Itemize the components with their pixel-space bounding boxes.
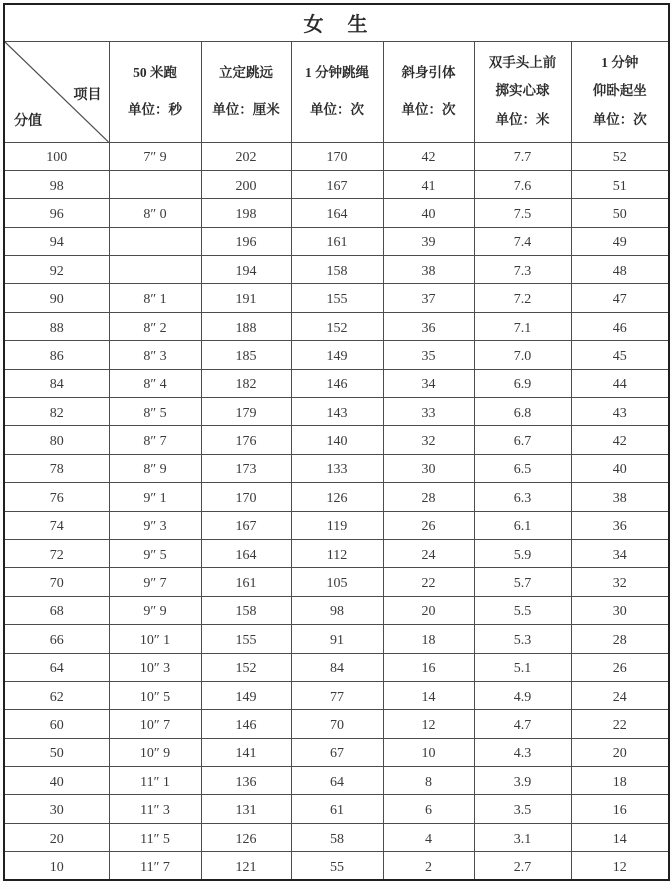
value-cell: 55 xyxy=(291,852,383,880)
table-row xyxy=(4,738,669,766)
value-cell: 6.1 xyxy=(474,511,571,539)
value-cell: 170 xyxy=(291,142,383,170)
corner-label-score: 分值 xyxy=(14,113,42,129)
value-cell: 10″ 3 xyxy=(109,653,201,681)
column-header-50m-run xyxy=(109,41,201,142)
value-cell: 12 xyxy=(571,852,669,880)
score-cell: 90 xyxy=(4,284,109,312)
score-cell: 66 xyxy=(4,625,109,653)
value-cell: 70 xyxy=(291,710,383,738)
value-cell: 52 xyxy=(571,142,669,170)
value-cell: 10″ 1 xyxy=(109,625,201,653)
title-row xyxy=(4,4,669,41)
value-cell: 2 xyxy=(383,852,474,880)
score-cell: 96 xyxy=(4,199,109,227)
column-header-1min-rope-skipping xyxy=(291,41,383,142)
score-cell: 68 xyxy=(4,596,109,624)
value-cell: 11″ 5 xyxy=(109,823,201,851)
column-header-line: 1 分钟 xyxy=(601,55,639,71)
value-cell: 84 xyxy=(291,653,383,681)
score-cell: 78 xyxy=(4,454,109,482)
girls-fitness-score-table xyxy=(3,3,670,881)
column-header-lines xyxy=(202,43,291,140)
value-cell xyxy=(109,227,201,255)
value-cell: 185 xyxy=(201,341,291,369)
table-row xyxy=(4,312,669,340)
table-row xyxy=(4,681,669,709)
value-cell: 141 xyxy=(201,738,291,766)
value-cell: 9″ 3 xyxy=(109,511,201,539)
value-cell: 11″ 1 xyxy=(109,767,201,795)
value-cell: 158 xyxy=(201,596,291,624)
value-cell: 152 xyxy=(201,653,291,681)
value-cell: 126 xyxy=(201,823,291,851)
table-row xyxy=(4,539,669,567)
value-cell: 8″ 2 xyxy=(109,312,201,340)
column-header-line: 单位：次 xyxy=(401,102,456,118)
score-cell: 84 xyxy=(4,369,109,397)
value-cell: 41 xyxy=(383,170,474,198)
value-cell: 4.9 xyxy=(474,681,571,709)
value-cell: 9″ 9 xyxy=(109,596,201,624)
value-cell: 6.9 xyxy=(474,369,571,397)
score-cell: 92 xyxy=(4,256,109,284)
value-cell: 34 xyxy=(383,369,474,397)
column-header-line: 斜身引体 xyxy=(401,64,456,80)
value-cell: 126 xyxy=(291,483,383,511)
value-cell: 58 xyxy=(291,823,383,851)
column-header-line: 仰卧起坐 xyxy=(592,83,647,99)
score-cell: 60 xyxy=(4,710,109,738)
value-cell: 16 xyxy=(571,795,669,823)
value-cell: 7.3 xyxy=(474,256,571,284)
value-cell: 164 xyxy=(291,199,383,227)
column-header-1min-sit-up xyxy=(571,41,669,142)
value-cell: 131 xyxy=(201,795,291,823)
value-cell: 8″ 5 xyxy=(109,398,201,426)
value-cell: 3.5 xyxy=(474,795,571,823)
value-cell: 14 xyxy=(571,823,669,851)
value-cell: 28 xyxy=(571,625,669,653)
score-cell: 72 xyxy=(4,539,109,567)
score-cell: 20 xyxy=(4,823,109,851)
value-cell: 30 xyxy=(571,596,669,624)
value-cell: 8″ 1 xyxy=(109,284,201,312)
column-header-line: 立定跳远 xyxy=(219,64,273,80)
score-cell: 100 xyxy=(4,142,109,170)
value-cell: 36 xyxy=(571,511,669,539)
value-cell: 5.1 xyxy=(474,653,571,681)
value-cell: 45 xyxy=(571,341,669,369)
table-row xyxy=(4,454,669,482)
value-cell: 149 xyxy=(201,681,291,709)
value-cell: 43 xyxy=(571,398,669,426)
column-header-line: 单位：次 xyxy=(592,111,647,127)
value-cell: 161 xyxy=(201,568,291,596)
value-cell: 22 xyxy=(383,568,474,596)
value-cell: 46 xyxy=(571,312,669,340)
score-cell: 98 xyxy=(4,170,109,198)
value-cell: 18 xyxy=(571,767,669,795)
value-cell: 6.5 xyxy=(474,454,571,482)
value-cell: 198 xyxy=(201,199,291,227)
value-cell: 158 xyxy=(291,256,383,284)
table-row xyxy=(4,653,669,681)
value-cell: 7.7 xyxy=(474,142,571,170)
column-header-lines xyxy=(110,43,201,140)
value-cell: 7.5 xyxy=(474,199,571,227)
value-cell: 173 xyxy=(201,454,291,482)
table-row xyxy=(4,170,669,198)
column-header-inclined-pull-up xyxy=(383,41,474,142)
score-cell: 86 xyxy=(4,341,109,369)
value-cell: 36 xyxy=(383,312,474,340)
value-cell: 18 xyxy=(383,625,474,653)
value-cell: 8 xyxy=(383,767,474,795)
table-row xyxy=(4,511,669,539)
value-cell: 40 xyxy=(383,199,474,227)
column-header-line: 1 分钟跳绳 xyxy=(304,64,370,80)
value-cell: 6.8 xyxy=(474,398,571,426)
value-cell: 61 xyxy=(291,795,383,823)
value-cell: 8″ 0 xyxy=(109,199,201,227)
value-cell: 38 xyxy=(383,256,474,284)
value-cell: 196 xyxy=(201,227,291,255)
value-cell: 4 xyxy=(383,823,474,851)
value-cell: 30 xyxy=(383,454,474,482)
value-cell: 143 xyxy=(291,398,383,426)
value-cell: 7.1 xyxy=(474,312,571,340)
value-cell: 152 xyxy=(291,312,383,340)
score-cell: 10 xyxy=(4,852,109,880)
value-cell: 42 xyxy=(571,426,669,454)
value-cell: 9″ 1 xyxy=(109,483,201,511)
value-cell: 191 xyxy=(201,284,291,312)
table-row xyxy=(4,767,669,795)
value-cell: 20 xyxy=(571,738,669,766)
table-row xyxy=(4,369,669,397)
value-cell: 3.1 xyxy=(474,823,571,851)
table-row xyxy=(4,284,669,312)
column-header-lines xyxy=(292,43,383,140)
value-cell: 10″ 7 xyxy=(109,710,201,738)
score-cell: 30 xyxy=(4,795,109,823)
value-cell: 47 xyxy=(571,284,669,312)
value-cell: 38 xyxy=(571,483,669,511)
value-cell: 33 xyxy=(383,398,474,426)
score-cell: 94 xyxy=(4,227,109,255)
value-cell xyxy=(109,256,201,284)
value-cell: 6.3 xyxy=(474,483,571,511)
value-cell: 40 xyxy=(571,454,669,482)
value-cell: 5.9 xyxy=(474,539,571,567)
column-header-lines xyxy=(384,43,474,140)
value-cell: 51 xyxy=(571,170,669,198)
value-cell: 12 xyxy=(383,710,474,738)
column-header-standing-long-jump xyxy=(201,41,291,142)
value-cell: 133 xyxy=(291,454,383,482)
table-row xyxy=(4,227,669,255)
value-cell: 170 xyxy=(201,483,291,511)
value-cell: 14 xyxy=(383,681,474,709)
value-cell: 16 xyxy=(383,653,474,681)
column-header-line: 单位：厘米 xyxy=(212,102,280,118)
score-cell: 70 xyxy=(4,568,109,596)
value-cell: 121 xyxy=(201,852,291,880)
value-cell: 2.7 xyxy=(474,852,571,880)
value-cell: 24 xyxy=(383,539,474,567)
value-cell: 119 xyxy=(291,511,383,539)
column-header-line: 双手头上前 xyxy=(488,55,557,71)
value-cell: 8″ 7 xyxy=(109,426,201,454)
table-row xyxy=(4,710,669,738)
header-row xyxy=(4,41,669,142)
value-cell: 7.4 xyxy=(474,227,571,255)
value-cell: 49 xyxy=(571,227,669,255)
value-cell: 11″ 3 xyxy=(109,795,201,823)
score-cell: 40 xyxy=(4,767,109,795)
value-cell: 167 xyxy=(291,170,383,198)
value-cell: 161 xyxy=(291,227,383,255)
score-cell: 64 xyxy=(4,653,109,681)
value-cell: 136 xyxy=(201,767,291,795)
value-cell: 112 xyxy=(291,539,383,567)
value-cell: 202 xyxy=(201,142,291,170)
value-cell: 155 xyxy=(201,625,291,653)
score-cell: 62 xyxy=(4,681,109,709)
value-cell: 8″ 4 xyxy=(109,369,201,397)
column-header-lines xyxy=(475,43,571,140)
value-cell: 200 xyxy=(201,170,291,198)
score-cell: 74 xyxy=(4,511,109,539)
table-row xyxy=(4,852,669,880)
value-cell: 7.0 xyxy=(474,341,571,369)
value-cell: 5.3 xyxy=(474,625,571,653)
table-row xyxy=(4,199,669,227)
column-header-line: 单位：秒 xyxy=(128,102,182,118)
value-cell: 5.5 xyxy=(474,596,571,624)
value-cell: 140 xyxy=(291,426,383,454)
value-cell: 77 xyxy=(291,681,383,709)
value-cell: 164 xyxy=(201,539,291,567)
column-header-overhead-medicine-ball-throw xyxy=(474,41,571,142)
value-cell: 6.7 xyxy=(474,426,571,454)
value-cell: 22 xyxy=(571,710,669,738)
value-cell: 35 xyxy=(383,341,474,369)
value-cell: 188 xyxy=(201,312,291,340)
value-cell: 28 xyxy=(383,483,474,511)
column-header-line: 单位：次 xyxy=(310,102,364,118)
value-cell: 64 xyxy=(291,767,383,795)
value-cell: 6 xyxy=(383,795,474,823)
corner-label-item: 项目 xyxy=(73,87,102,103)
value-cell: 24 xyxy=(571,681,669,709)
table-title: 女 生 xyxy=(4,4,669,41)
table-row xyxy=(4,398,669,426)
value-cell: 146 xyxy=(201,710,291,738)
table-row xyxy=(4,823,669,851)
corner-cell xyxy=(4,41,109,142)
value-cell: 44 xyxy=(571,369,669,397)
value-cell: 146 xyxy=(291,369,383,397)
score-cell: 80 xyxy=(4,426,109,454)
value-cell: 167 xyxy=(201,511,291,539)
table-row xyxy=(4,625,669,653)
value-cell: 182 xyxy=(201,369,291,397)
value-cell: 11″ 7 xyxy=(109,852,201,880)
value-cell: 10″ 9 xyxy=(109,738,201,766)
value-cell: 7.2 xyxy=(474,284,571,312)
value-cell: 155 xyxy=(291,284,383,312)
value-cell: 8″ 9 xyxy=(109,454,201,482)
value-cell: 10 xyxy=(383,738,474,766)
value-cell: 194 xyxy=(201,256,291,284)
column-header-line: 单位：米 xyxy=(495,111,550,127)
score-cell: 88 xyxy=(4,312,109,340)
table-row xyxy=(4,795,669,823)
value-cell: 67 xyxy=(291,738,383,766)
value-cell: 4.7 xyxy=(474,710,571,738)
value-cell: 7″ 9 xyxy=(109,142,201,170)
column-header-line: 50 米跑 xyxy=(133,64,177,80)
value-cell: 5.7 xyxy=(474,568,571,596)
value-cell: 179 xyxy=(201,398,291,426)
value-cell: 3.9 xyxy=(474,767,571,795)
value-cell: 20 xyxy=(383,596,474,624)
score-cell: 76 xyxy=(4,483,109,511)
value-cell: 176 xyxy=(201,426,291,454)
value-cell: 7.6 xyxy=(474,170,571,198)
value-cell: 50 xyxy=(571,199,669,227)
value-cell: 4.3 xyxy=(474,738,571,766)
value-cell: 149 xyxy=(291,341,383,369)
value-cell: 48 xyxy=(571,256,669,284)
value-cell: 26 xyxy=(383,511,474,539)
value-cell: 9″ 7 xyxy=(109,568,201,596)
value-cell: 91 xyxy=(291,625,383,653)
value-cell: 32 xyxy=(383,426,474,454)
score-cell: 82 xyxy=(4,398,109,426)
value-cell: 39 xyxy=(383,227,474,255)
value-cell: 105 xyxy=(291,568,383,596)
value-cell: 8″ 3 xyxy=(109,341,201,369)
table-row xyxy=(4,256,669,284)
score-cell: 50 xyxy=(4,738,109,766)
value-cell: 42 xyxy=(383,142,474,170)
table-row xyxy=(4,596,669,624)
column-header-lines xyxy=(572,43,669,140)
table-row xyxy=(4,568,669,596)
value-cell xyxy=(109,170,201,198)
value-cell: 34 xyxy=(571,539,669,567)
value-cell: 9″ 5 xyxy=(109,539,201,567)
table-row xyxy=(4,483,669,511)
value-cell: 37 xyxy=(383,284,474,312)
table-row xyxy=(4,341,669,369)
value-cell: 26 xyxy=(571,653,669,681)
value-cell: 98 xyxy=(291,596,383,624)
column-header-line: 掷实心球 xyxy=(495,83,550,99)
value-cell: 10″ 5 xyxy=(109,681,201,709)
table-row xyxy=(4,142,669,170)
table-row xyxy=(4,426,669,454)
value-cell: 32 xyxy=(571,568,669,596)
